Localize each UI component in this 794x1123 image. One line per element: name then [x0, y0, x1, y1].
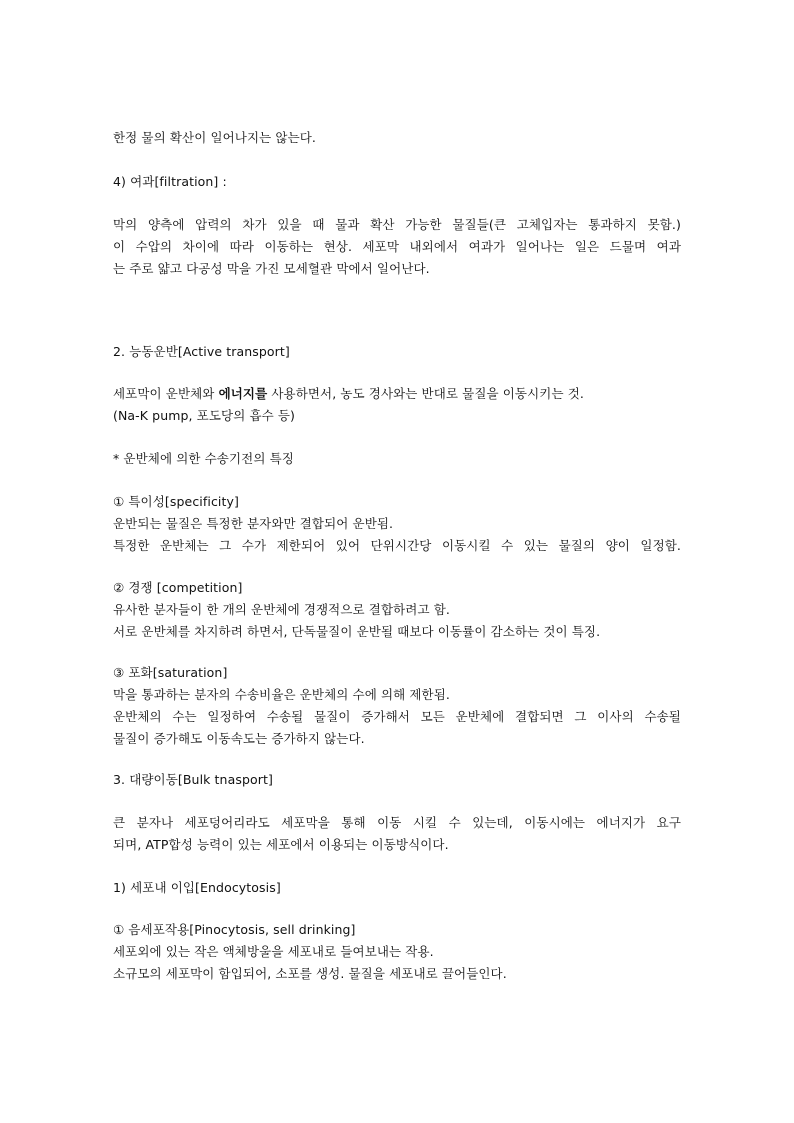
endocytosis-heading: 1) 세포내 이입[Endocytosis] [113, 880, 281, 895]
saturation-line-2: 운반체의 수는 일정하여 수송될 물질이 증가해서 모든 운반체에 결합되면 그 이사의 수송될 [113, 709, 681, 724]
filtration-line-1: 막의 양측에 압력의 차가 있을 때 물과 확산 가능한 물질들(큰 고체입자는 통과하지 못함.) [113, 217, 681, 232]
competition-line-2: 서로 운반체를 차지하려 하면서, 단독물질이 운반될 때보다 이동률이 감소하는 것이 특징. [113, 624, 601, 639]
active-transport-heading: 2. 능동운반[Active transport] [113, 344, 290, 359]
pinocytosis-line-1: 세포외에 있는 작은 액체방울을 세포내로 들여보내는 작용. [113, 944, 434, 959]
definition-text-start: 세포막이 운반체와 [113, 386, 219, 401]
bulk-transport-line-2: 되며, ATP합성 능력이 있는 세포에서 이용되는 이동방식이다. [113, 837, 449, 852]
pinocytosis-heading: ① 음세포작용[Pinocytosis, sell drinking] [113, 922, 356, 937]
pinocytosis-line-2: 소규모의 세포막이 함입되어, 소포를 생성. 물질을 세포내로 끌어들인다. [113, 966, 507, 981]
competition-line-1: 유사한 분자들이 한 개의 운반체에 경쟁적으로 결합하려고 함. [113, 602, 450, 617]
competition-heading: ② 경쟁 [competition] [113, 580, 243, 595]
carrier-features-heading: * 운반체에 의한 수송기전의 특징 [113, 451, 294, 466]
specificity-line-2: 특정한 운반체는 그 수가 제한되어 있어 단위시간당 이동시킬 수 있는 물질의 양이 일정함. [113, 538, 681, 553]
intro-line: 한정 물의 확산이 일어나지는 않는다. [113, 130, 316, 145]
filtration-line-3: 는 주로 얇고 다공성 막을 가진 모세혈관 막에서 일어난다. [113, 261, 430, 276]
saturation-heading: ③ 포화[saturation] [113, 665, 228, 680]
bulk-transport-line-1: 큰 분자나 세포덩어리라도 세포막을 통해 이동 시킬 수 있는데, 이동시에는 에너지가 요구 [113, 815, 681, 830]
bulk-transport-heading: 3. 대량이동[Bulk tnasport] [113, 772, 273, 787]
saturation-line-1: 막을 통과하는 분자의 수송비율은 운반체의 수에 의해 제한됨. [113, 687, 450, 702]
definition-text-bold: 에너지를 [218, 386, 268, 401]
active-transport-definition [113, 386, 681, 402]
active-transport-examples: (Na-K pump, 포도당의 흡수 등) [113, 408, 296, 423]
saturation-line-3: 물질이 증가해도 이동속도는 증가하지 않는다. [113, 731, 365, 746]
specificity-line-1: 운반되는 물질은 특정한 분자와만 결합되어 운반됨. [113, 516, 394, 531]
filtration-heading: 4) 여과[filtration] : [113, 174, 227, 189]
filtration-line-2: 이 수압의 차이에 따라 이동하는 현상. 세포막 내외에서 여과가 일어나는 일은 드물며 여과 [113, 239, 681, 254]
definition-text-end: 사용하면서, 농도 경사와는 반대로 물질을 이동시키는 것. [267, 386, 584, 401]
specificity-heading: ① 특이성[specificity] [113, 494, 239, 509]
